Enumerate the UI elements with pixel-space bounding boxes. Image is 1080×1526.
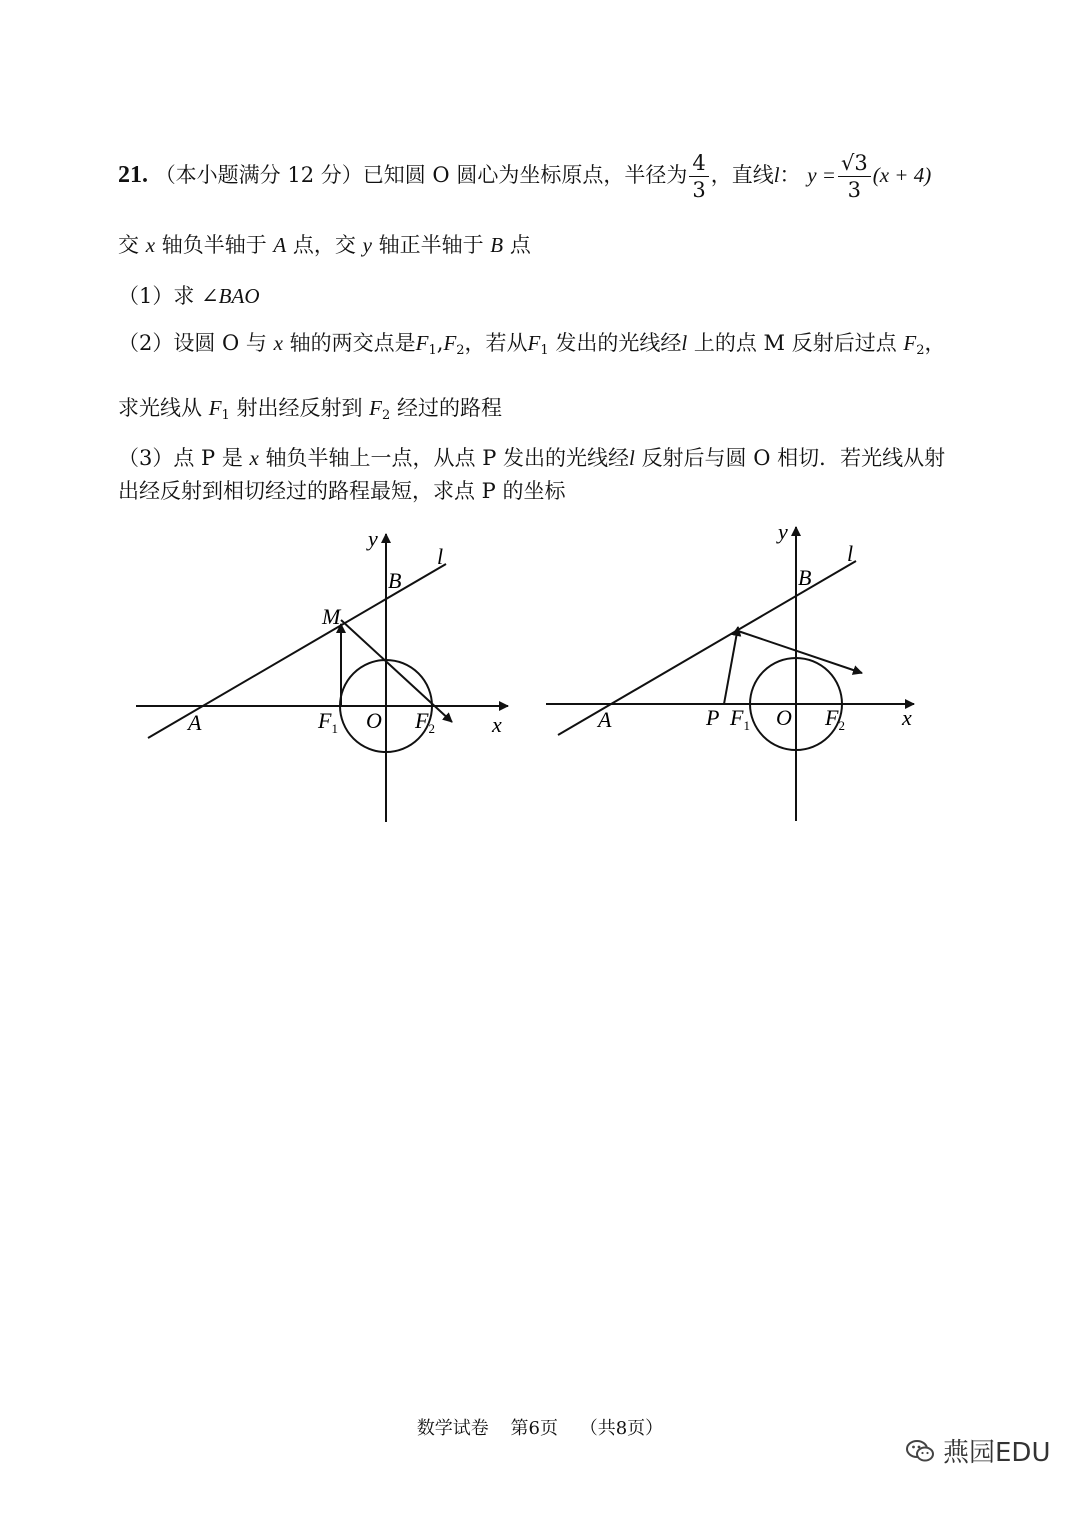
- watermark-text: 燕园EDU: [943, 1438, 1051, 1468]
- footer-total: （共8页）: [579, 1418, 664, 1439]
- label-f1: $F_1$: [730, 705, 750, 733]
- label-x: x: [492, 712, 502, 737]
- label-f2: $F_2$: [415, 708, 435, 736]
- label-m: M: [322, 604, 341, 629]
- wechat-icon: [905, 1438, 935, 1464]
- figure-1: [130, 520, 520, 830]
- equation-fraction: $\frac{√3}{3}$: [838, 150, 871, 203]
- problem-header-text: （本小题满分 12 分）已知圆 O 圆心为坐标原点，半径为: [154, 163, 688, 187]
- ray-p-l: [724, 627, 738, 704]
- label-b: B: [798, 565, 812, 590]
- problem-line-2: 交 x 轴负半轴于 A 点，交 y 轴正半轴于 B 点: [118, 233, 531, 257]
- problem-number: 21.: [118, 162, 148, 188]
- part-3-line-1: （3）点 P 是 x 轴负半轴上一点，从点 P 发出的光线经l 反射后与圆 O 相切．若光线从射: [118, 446, 946, 470]
- equation-lhs: y =: [807, 163, 836, 187]
- ray-reflected: [738, 631, 862, 673]
- label-p: P: [706, 705, 720, 730]
- equation-rest: (x + 4): [872, 163, 932, 187]
- part-1: （1）求 ∠BAO: [118, 284, 260, 308]
- label-o: O: [776, 705, 792, 730]
- part-3-line-2: 出经反射到相切经过的路程最短，求点 P 的坐标: [118, 479, 566, 503]
- label-b: B: [388, 568, 402, 593]
- problem-line-1: 21. （本小题满分 12 分）已知圆 O 圆心为坐标原点，半径为 $\frac{4}{3}$ ，直线l： y = $\frac{√3}{3}$ (x + 4): [118, 151, 932, 202]
- label-l: l: [847, 541, 854, 566]
- watermark: [905, 1432, 1050, 1469]
- label-a: A: [188, 710, 202, 735]
- figure-2: [540, 515, 930, 830]
- radius-fraction: $\frac{4}{3}$: [689, 150, 708, 203]
- part-2-line-1: （2）设圆 O 与 x 轴的两交点是$F_1,F_2$，若从$F_1$ 发出的光线经l 上的点 M 反射后过点 $F_2$，: [118, 331, 946, 358]
- angle-bao: ∠BAO: [201, 284, 260, 308]
- label-f1: $F_1$: [318, 708, 338, 736]
- part-2-line-2: 求光线从 $F_1$ 射出经反射到 $F_2$ 经过的路程: [118, 396, 502, 423]
- label-y: y: [368, 526, 378, 551]
- footer-page: 第6页: [510, 1418, 558, 1439]
- footer-subject: 数学试卷: [416, 1418, 489, 1439]
- label-a: A: [598, 707, 612, 732]
- label-o: O: [366, 708, 382, 733]
- label-y: y: [778, 519, 788, 544]
- label-l: l: [437, 544, 444, 569]
- label-f2: $F_2$: [825, 705, 845, 733]
- label-x: x: [902, 705, 912, 730]
